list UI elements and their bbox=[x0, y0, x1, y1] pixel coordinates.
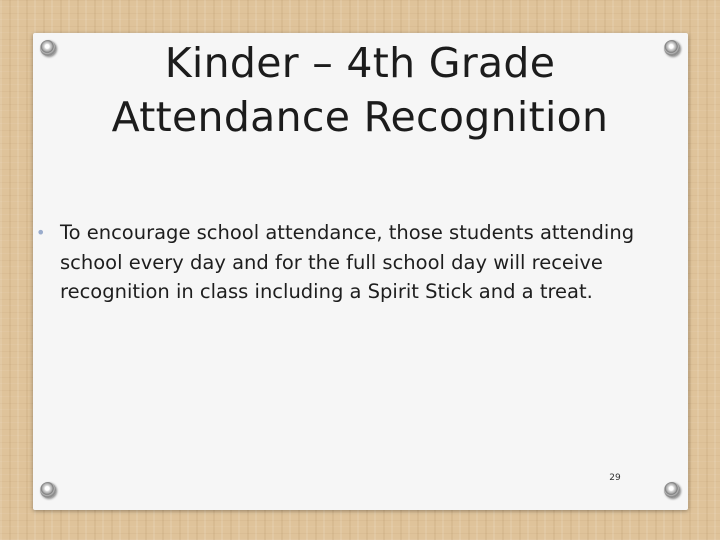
bullet-icon: • bbox=[36, 223, 46, 242]
bullet-text: To encourage school attendance, those students attending school every day and for the full school day will receive recognition in class including a Spirit Stick and a treat. bbox=[60, 221, 635, 303]
slide-title-line-2: Attendance Recognition bbox=[111, 93, 609, 141]
thumbtack-icon bbox=[40, 482, 56, 498]
slide-title bbox=[60, 36, 660, 144]
slide-number: 29 bbox=[609, 473, 621, 483]
slide-title-line-1: Kinder – 4th Grade bbox=[164, 39, 556, 87]
thumbtack-icon bbox=[40, 40, 56, 56]
bullet-list bbox=[36, 218, 676, 307]
thumbtack-icon bbox=[664, 482, 680, 498]
thumbtack-icon bbox=[664, 40, 680, 56]
bullet-item bbox=[36, 218, 676, 307]
